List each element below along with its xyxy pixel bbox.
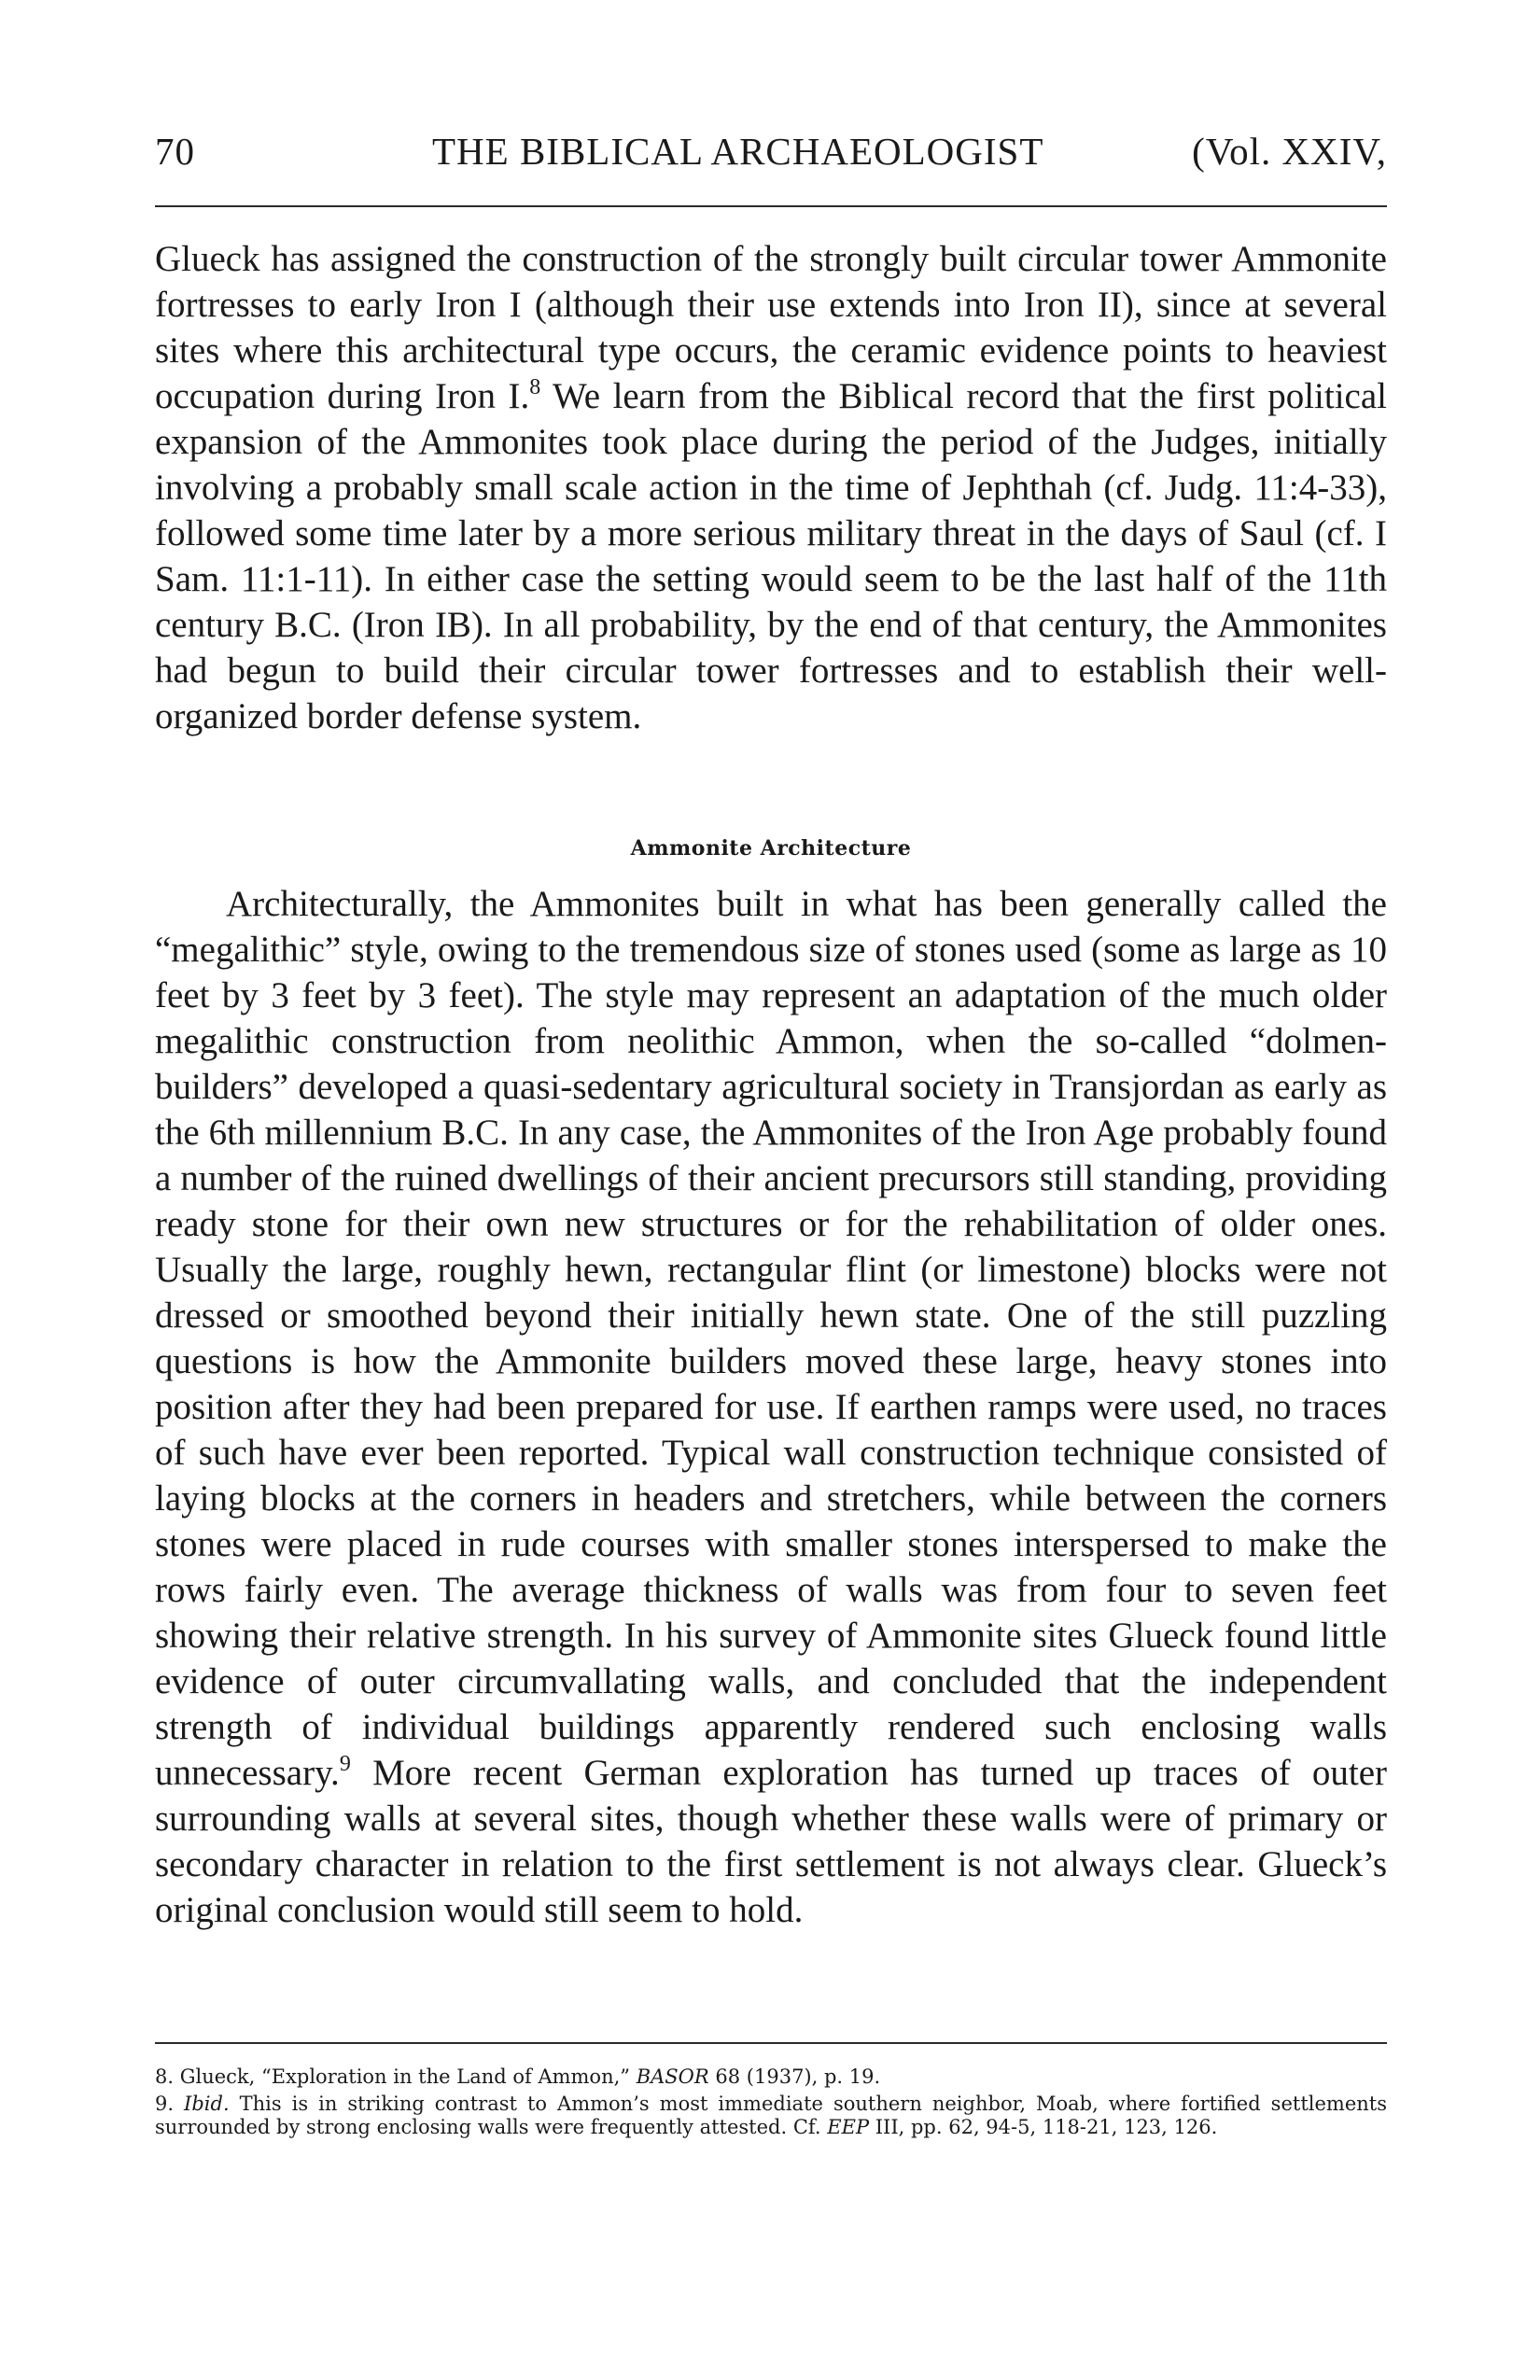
footnote-9-abbrev: EEP <box>827 2116 870 2138</box>
paragraph-1-text-b: We learn from the Biblical record that the first political expansion of the Ammonites took place during the period of the Judges, initially involving a probably small scale action in the time of Jephthah (cf. Judg. 11:4-33), followed some time later by a more serious military threat in the days of Saul (cf. I Sam. 11:1-11). In either case the setting would seem to be the last half of the 11th century B.C. (Iron IB). In all probability, by the end of that century, the Ammonites had begun to build their circular tower fortresses and to establish their well-organized border defense system. <box>155 376 1387 736</box>
paragraph-1 <box>155 236 1387 739</box>
page-number: 70 <box>155 130 195 173</box>
paragraph-2-text-a: Architecturally, the Ammonites built in what has been generally called the “megalithic” style, owing to the tremendous size of stones used (some as large as 10 feet by 3 feet by 3 feet). The style may represent an adaptation of the much older megalithic construction from neolithic Ammon, when the so-called “dolmen-builders” developed a quasi-sedentary agricultural society in Transjordan as early as the 6th millennium B.C. In any case, the Ammonites of the Iron Age probably found a number of the ruined dwellings of their ancient precursors still standing, providing ready stone for their own new structures or for the rehabilitation of older ones. Usually the large, roughly hewn, rectangular flint (or limestone) blocks were not dressed or smoothed beyond their initially hewn state. One of the still puzzling questions is how the Ammonite builders moved these large, heavy stones into position after they had been prepared for use. If earthen ramps were used, no traces of such have ever been reported. Typical wall construction technique consisted of laying blocks at the corners in headers and stretchers, while between the corners stones were placed in rude courses with smaller stones interspersed to make the rows fairly even. The average thickness of walls was from four to seven feet showing their relative strength. In his survey of Ammonite sites Glueck found little evidence of outer circumvallating walls, and concluded that the independent strength of individual buildings apparently rendered such enclosing walls unnecessary. <box>155 884 1387 1793</box>
paragraph-2-text-b: More recent German exploration has turned up traces of outer surrounding walls at several sites, though whether these walls were of primary or secondary character in relation to the first settlement is not always clear. Glueck’s original conclusion would still seem to hold. <box>155 1753 1387 1930</box>
paragraph-1-text-a: Glueck has assigned the construction of the strongly built circular tower Ammonite fortresses to early Iron I (although their use extends into Iron II), since at several sites where this architectural type occurs, the ceramic evidence points to heaviest occupation during Iron I. <box>155 239 1387 416</box>
footnote-8-text-b: 68 (1937), p. 19. <box>708 2065 881 2088</box>
footnote-9-text-b: This is in striking contrast to Ammon’s most immediate southern neighbor, Moab, where fortified settlements surrounded by strong enclosing walls were frequently attested. Cf. <box>155 2093 1387 2138</box>
paragraph-2 <box>155 881 1387 1933</box>
footnote-ref-8[interactable]: 8 <box>529 375 541 399</box>
footnote-9-number: 9. <box>155 2093 185 2115</box>
section-heading: Ammonite Architecture <box>630 836 912 861</box>
footnote-rule <box>155 2042 1387 2044</box>
journal-title: THE BIBLICAL ARCHAEOLOGIST <box>432 130 1044 173</box>
footnote-ref-9[interactable]: 9 <box>339 1752 351 1776</box>
running-header <box>155 129 1387 185</box>
footnote-8 <box>155 2065 1387 2089</box>
volume-label: (Vol. XXIV, <box>1192 130 1387 173</box>
header-rule <box>155 205 1387 207</box>
footnote-8-text-a: 8. Glueck, “Exploration in the Land of Ammon,” <box>155 2065 637 2088</box>
footnote-9-text-c: III, pp. 62, 94-5, 118-21, 123, 126. <box>869 2116 1218 2138</box>
footnotes <box>155 2065 1387 2139</box>
footnote-8-journal: BASOR <box>636 2065 709 2088</box>
footnote-9-ibid: Ibid. <box>184 2093 230 2115</box>
footnote-9 <box>155 2093 1387 2139</box>
